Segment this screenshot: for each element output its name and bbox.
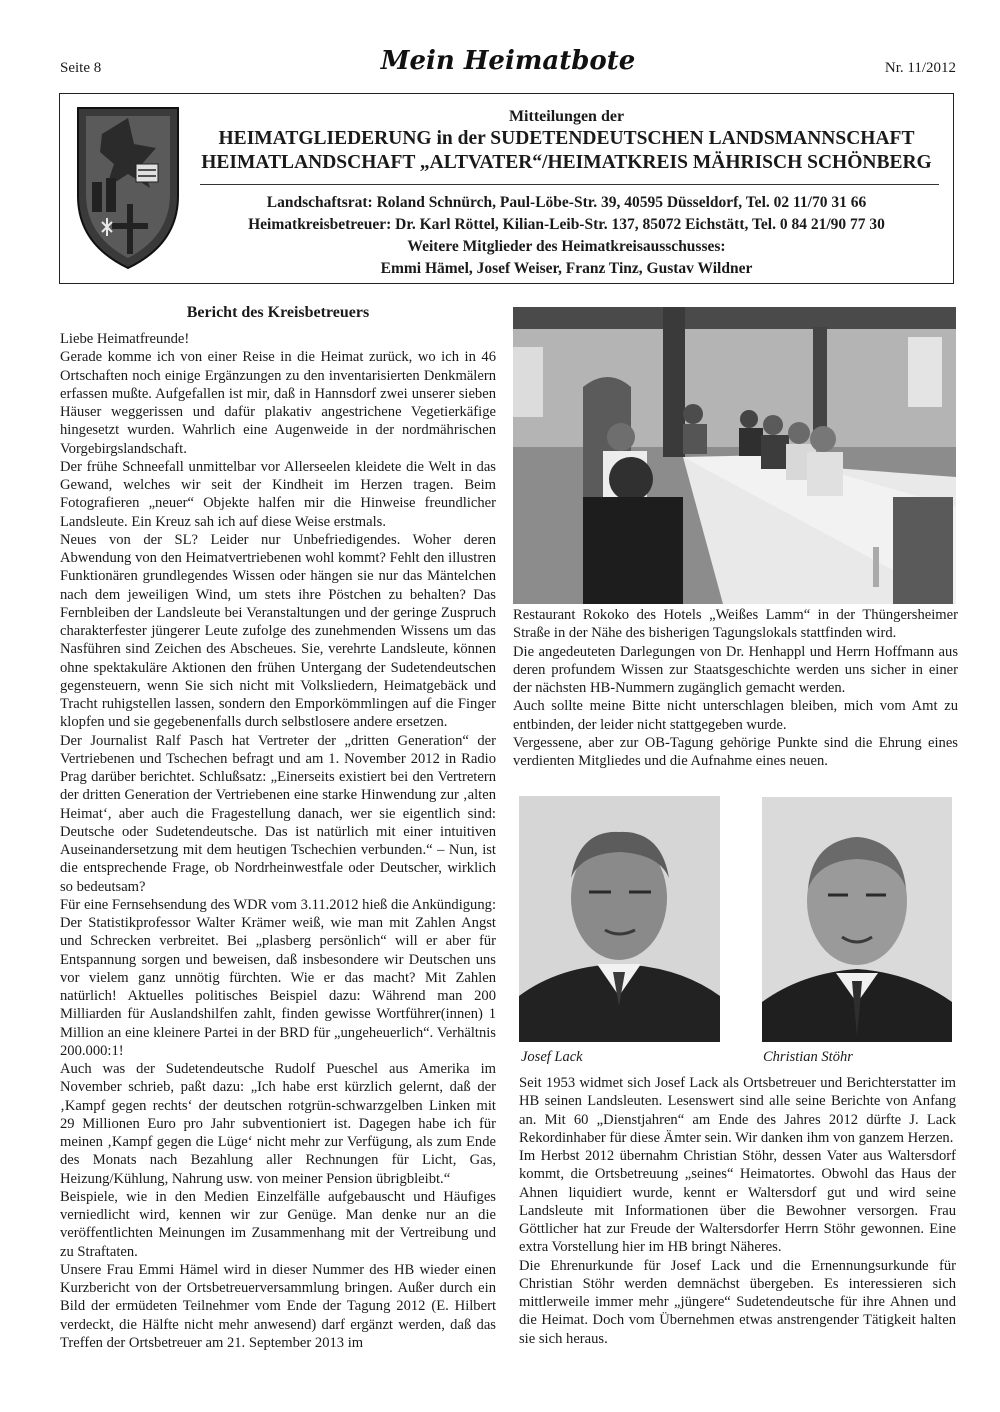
article-paragraph: Seit 1953 widmet sich Josef Lack als Ortsbetreuer und Berichterstatter im HB seinen Landsleuten. Lesenswert sind alle seine Berichte von Anfang an. Mit 60 „Dienstjahren“ am Ende des Jahres 2012 dürfte J. Lack Rekordinhaber für diese Ämter sein. Wir danken ihm von ganzem Herzen. [519, 1075, 956, 1146]
article-bottom-right [519, 1074, 956, 1348]
article-paragraph: Auch sollte meine Bitte nicht unterschlagen bleiben, mich vom Amt zu entbinden, der leider nicht stattgegeben wurde. [513, 698, 958, 733]
header-info-line: Weitere Mitglieder des Heimatkreisausschusses: [407, 238, 726, 255]
page-number: Seite 8 [60, 60, 102, 76]
article-paragraph: Vergessene, aber zur OB-Tagung gehörige Punkte sind die Ehrung eines verdienten Mitgliedes und die Aufnahme eines neuen. [513, 734, 958, 769]
article-paragraph: Im Herbst 2012 übernahm Christian Stöhr, dessen Vater aus Waltersdorf kommt, die Ortsbetreuung „seines“ Heimatortes. Obwohl das Haus der Ahnen liquidiert wurde, kennt er Waltersdorf gut und wird seine Landsleute mit Informationen über die Bewohner versorgen. Frau Göttlicher hat zur Freude der Waltersdorfer Herrn Stöhr gewonnen. Eine extra Vorstellung hier im HB bringt Näheres. [519, 1148, 956, 1256]
article-paragraph: Die angedeuteten Darlegungen von Dr. Henhappl und Herrn Hoffmann aus deren profundem Wissen zur Staatsgeschichte werden uns sicher in einer der nächsten HB-Nummern zugänglich gemacht werden. [513, 643, 958, 696]
portrait-caption-left: Josef Lack [521, 1049, 583, 1065]
header-info-line: Emmi Hämel, Josef Weiser, Franz Tinz, Gustav Wildner [380, 260, 753, 277]
article-paragraph: Unsere Frau Emmi Hämel wird in dieser Nummer des HB wieder einen Kurzbericht von der Ortsbetreuerversammlung bringen. Außer durch ein Bild der ermüdeten Teilnehmer vom Ende der Tagung 2012 (E. Hilbert verdeckt, die Hälfte nicht mehr anwesend) darf ergänzt werden, daß das Treffen der Ortsbetreuer am 21. September 2013 im [60, 1261, 496, 1351]
page-header [60, 46, 956, 82]
article-paragraph: Für eine Fernsehsendung des WDR vom 3.11.2012 hieß die Ankündigung: Der Statistikprofessor Walter Krämer weiß, wie man mit Zahlen Angst und Schrecken verbreitet. Bei „plasberg persönlich“ will er aber für Entspannung sorgen und beweisen, daß insbesondere wir Deutschen uns vor vielem ganz unnötig fürchten. Wie er das macht? Mit Zahlen natürlich! Aktuelles politisches Beispiel dazu: Während man 200 Milliarden für Auslandshilfen zahlt, finden gewisse Wortführer(innen) 1 Million an eine kleinere Partei in der BRD für „ungeheuerlich“. Verhältnis 200.000:1! [60, 896, 496, 1059]
masthead-logo: Mein Heimatbote [380, 46, 636, 76]
article-paragraph: Auch was der Sudetendeutsche Rudolf Pueschel aus Amerika im November schrieb, paßt dazu: „Ich habe erst kürzlich gelernt, daß der ‚Kampf gegen rechts‘ der deutschen rotgrün-schwarzgelben Linken mit 29 Millionen Euro pro Jahr subventioniert ist. Dagegen habe ich für meinen ‚Kampf gegen die Lüge‘ nicht mehr zur Verfügung, als zum Ende des Monats nach Bezahlung aller Rechnungen für Licht, Gas, Heizung/Kühlung, Nahrung usw. von meiner Pension übrigbleibt.“ [60, 1061, 496, 1187]
article-paragraph: Der frühe Schneefall unmittelbar vor Allerseelen kleidete die Welt in das Gewand, welches wir seit der Kindheit im Herzen tragen. Beim Fotografieren „neuer“ Objekte halfen mir die Hinweise freundlicher Landsleute. Ein Kreuz sah ich auf diese Weise erstmals. [60, 458, 496, 530]
header-divider [200, 184, 939, 185]
portrait-christian-stoehr [762, 797, 952, 1042]
article-paragraph: Der Journalist Ralf Pasch hat Vertreter der „dritten Generation“ der Vertriebenen und Tschechen befragt und am 1. November 2012 in Radio Prag darüber berichtet. Schlußsatz: „Einerseits existiert bei den Vertretern der dritten Generation der Vertriebenen eine starke Hinwendung zur ‚alten Heimat‘, aber auch die Fragestellung danach, wer sie eigentlich sind: Deutsche oder Sudetendeutsche. Das ist natürlich mit einer intuitiven Auseinandersetzung mit dem heutigen Tschechien verbunden.“ – Nun, ist die entsprechende Frage, ob Nordrheinwestfale oder Deutscher, wirklich so bedeutsam? [60, 732, 496, 895]
article-paragraph: Liebe Heimatfreunde! [60, 331, 190, 347]
article-left-column [60, 304, 496, 1352]
header-info-line: Heimatkreisbetreuer: Dr. Karl Röttel, Kilian-Leib-Str. 137, 85072 Eichstätt, Tel. 0 84 21/90 77 30 [248, 216, 885, 233]
article-title: Bericht des Kreisbetreuers [186, 304, 370, 321]
header-subtitle: Mitteilungen der [508, 108, 625, 125]
header-title-line1: HEIMATGLIEDERUNG in der SUDETENDEUTSCHEN LANDSMANNSCHAFT [218, 128, 915, 149]
article-paragraph: Beispiele, wie in den Medien Einzelfälle aufgebauscht und Häufiges verniedlicht wird, kennen wir zur Genüge. Man denke nur an die veröffentlichten Meinungen im Zusammenhang mit der Vertreibung und zu Straftaten. [60, 1188, 496, 1260]
meeting-photo [513, 307, 956, 604]
header-box [59, 93, 954, 284]
header-title-line2: HEIMATLANDSCHAFT „ALTVATER“/HEIMATKREIS MÄHRISCH SCHÖNBERG [201, 152, 932, 173]
portrait-josef-lack [519, 796, 720, 1042]
article-paragraph: Gerade komme ich von einer Reise in die Heimat zurück, wo ich in 46 Ortschaften noch einige Ergänzungen zu den inventarisierten Denkmälern erfassen mußte. Aufgefallen ist mir, daß in Hannsdorf zwei unserer sieben Häuser weggerissen und dafür plakativ angestrichene Vegetierkäfige hingesetzt wurden. Wahrlich eine Augenweide in der nordmährischen Vorgebirgslandschaft. [60, 349, 496, 457]
article-paragraph: Restaurant Rokoko des Hotels „Weißes Lamm“ in der Thüngersheimer Straße in der Nähe des bisherigen Tagungslokals stattfinden wird. [513, 607, 958, 642]
article-right-column [513, 606, 958, 770]
article-paragraph: Neues von der SL? Leider nur Unbefriedigendes. Woher deren Abwendung von den Heimatvertriebenen wohl kommt? Fehlt den illustren Funktionären grundlegendes Wissen oder hängen sie nur das Mäntelchen nach dem jeweiligen Wind, um stets ihre Pöstchen zu behalten? Das Fernbleiben der Landsleute bei Veranstaltungen und der geringe Zuspruch charakterfester jüngerer Leute zufolge des zunehmenden Wissens um das Nasführen sind Zeichen des Abscheues. Sie, verehrte Landsleute, können ohne spektakuläre Aktionen den frühen Untergang der Sudetendeutschen gegensteuern, wenn Sie sich nicht mit Volksliedern, Heimatgebäck und Tracht ruhigstellen lassen, sondern den Emporkömmlingen auf die Finger klopfen und sie gegebenenfalls durch selbstlosere andere ersetzen. [60, 531, 496, 731]
header-info-line: Landschaftsrat: Roland Schnürch, Paul-Löbe-Str. 39, 40595 Düsseldorf, Tel. 02 11/70 31 66 [266, 194, 867, 211]
issue-number: Nr. 11/2012 [884, 60, 956, 76]
coat-of-arms-icon [72, 104, 184, 272]
portrait-caption-right: Christian Stöhr [763, 1049, 853, 1065]
article-paragraph: Die Ehrenurkunde für Josef Lack und die Ernennungsurkunde für Christian Stöhr werden demnächst übergeben. Es interessieren sich mittlerweile immer mehr „jüngere“ Sudetendeutsche für ihre Ahnen und die Heimat. Doch vom Übernehmen etwas anstrengender Tätigkeit halten sie sich heraus. [519, 1257, 956, 1347]
